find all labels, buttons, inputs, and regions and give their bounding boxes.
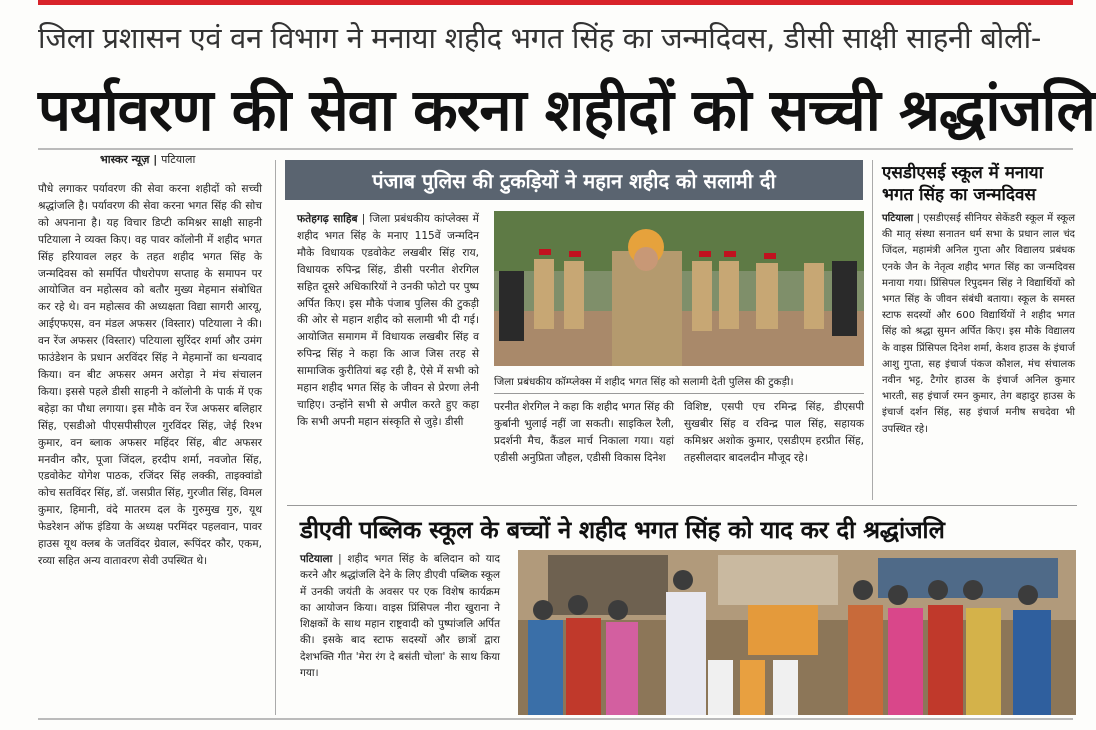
police-story-band: पंजाब पुलिस की टुकड़ियों ने महान शहीद को सलामी दी	[285, 160, 863, 200]
dav-top-rule	[287, 505, 1077, 506]
headline-rule	[38, 148, 1073, 150]
column-divider	[275, 160, 276, 715]
top-red-bar	[38, 0, 1073, 5]
police-col2: परनीत शेरगिल ने कहा कि शहीद भगत सिंह की कुर्बानी भुलाई नहीं जा सकती। साइकिल रैली, प्रदर्शनी मैच, कैंडल मार्च निकाला गया। यहां एडीसी अनुप्रिता जौहल, एडीसी विकास दिनेश	[494, 401, 674, 464]
byline-source: भास्कर न्यूज़	[100, 153, 150, 166]
main-headline: पर्यावरण की सेवा करना शहीदों को सच्ची श्रद्धांजलि	[38, 76, 1095, 144]
byline: भास्कर न्यूज़ | पटियाला	[100, 153, 196, 166]
school-dateline: पटियाला	[882, 213, 914, 224]
bottom-rule	[38, 718, 1073, 720]
kicker-line: जिला प्रशासन एवं वन विभाग ने मनाया शहीद भगत सिंह का जन्मदिवस, डीसी साक्षी साहनी बोलीं-	[38, 21, 1042, 55]
dav-body: पटियाला | शहीद भगत सिंह के बलिदान को याद करने और श्रद्धांजलि देने के लिए डीएवी पब्लिक स्कूल में उनकी जयंती के अवसर पर एक विशेष कार्यक्रम का आयोजन किया। वाइस प्रिंसिपल नीरा खुराना ने शिक्षकों के साथ महान राष्ट्रवादी को पुष्पांजलि अर्पित की। इसके बाद स्टाफ सदस्यों और छात्रों द्वारा देशभक्ति गीत 'मेरा रंग दे बसंती चोला' के साथ किया गया।	[300, 553, 501, 680]
dav-dateline: पटियाला	[300, 553, 333, 565]
police-col1: फतेहगढ़ साहिब | जिला प्रबंधकीय कांप्लेक्स में शहीद भगत सिंह के मनाए 115वें जन्मदिन मौके विधायक एडवोकेट लखबीर सिंह राय, विधायक रुपिन्द्र सिंह, डीसी परनीत शेरगिल सहित दूसरे अधिकारियों ने उनकी फोटो पर पुष्प अर्पित किए। इस मौके पंजाब पुलिस की टुकड़ी की ओर से महान शहीद को सलामी भी दी गई। आयोजित समागम में विधायक लखबीर सिंह व रुपिन्द्र सिंह ने कहा कि आज जिस तरह से सामाजिक कुरीतियां बढ़ रही है, ऐसे में सभी को महान शहीद भगत सिंह के जीवन से प्रेरणा लेनी चाहिए। उन्होंने सभी से अपील करते हुए कहा कि सभी अपनी महान संस्कृति से जुड़े। डीसी	[297, 213, 479, 428]
school-body: पटियाला | एसडीएसई सीनियर सेकेंडरी स्कूल में स्कूल की मातृ संस्था सनातन धर्म सभा के प्रधान लाल चंद जिंदल, महामंत्री अनिल गुप्ता और विद्यालय प्रबंधक एनके जैन के नेतृत्व शहीद भगत सिंह का जन्मदिवस मनाया गया। प्रिंसिपल रिपुदमन सिंह ने विद्यार्थियों को भगत सिंह के जीवन संबंधी बताया। स्कूल के समस्त स्टाफ सदस्यों और 600 विद्यार्थियों ने शहीद भगत सिंह को श्रद्धा सुमन अर्पित किए। इस मौके विद्यालय के वाइस प्रिंसिपल दिनेश शर्मा, केशव हाउस के इंचार्ज आशु गुप्ता, सह इंचार्ज पंकज कौशल, मंच संचालक नवीन भट्ट, टैगोर हाउस के इंचार्ज अनिल कुमार भारती, सह इंचार्ज रमन कुमार, तेग बहादुर हाउस के इंचार्ज दर्शन सिंह, सह इंचार्ज मनीष सचदेवा भी उपस्थित रहे।	[882, 213, 1076, 435]
byline-place: पटियाला	[161, 153, 196, 166]
caption-rule	[494, 393, 864, 394]
side-divider	[872, 160, 873, 500]
dav-photo	[518, 550, 1076, 715]
dav-body-text: शहीद भगत सिंह के बलिदान को याद करने और श्रद्धांजलि देने के लिए डीएवी पब्लिक स्कूल में उनकी जयंती के अवसर पर एक विशेष कार्यक्रम का आयोजन किया। वाइस प्रिंसिपल नीरा खुराना ने शिक्षकों के साथ महान राष्ट्रवादी को पुष्पांजलि अर्पित की। इसके बाद स्टाफ सदस्यों और छात्रों द्वारा देशभक्ति गीत 'मेरा रंग दे बसंती चोला' के साथ किया गया।	[300, 553, 501, 680]
left-column-text: पौधे लगाकर पर्यावरण की सेवा करना शहीदों को सच्ची श्रद्धांजलि है। पर्यावरण की सेवा करना भगत सिंह की सोच को अपनाना है। यह विचार डिप्टी कमिश्नर साक्षी साहनी पटियाला ने व्यक्त किए। वह पावर कॉलोनी में शहीद भगत सिंह हरियावल लहर के तहत शहीद भगत सिंह के जन्मदिवस को समर्पित पौधरोपण सप्ताह के समापन पर आयोजित वन महोत्सव को बतौर मुख्य मेहमान संबोधित कर रहे थे। वन महोत्सव की अध्यक्षता विद्या सागरी आरयू, आईएफएस, वन मंडल अफसर (विस्तार) पटियाला ने की। वन रेंज अफसर (विस्तार) पटियाला सुरिंदर शर्मा और उमंग फाउंडेशन के प्रधान अरविंदर सिंह ने मेहमानों का धन्यवाद किया। वन बीट अफसर अमन अरोड़ा ने मंच संचालन किया। इससे पहले डीसी साहनी ने कॉलोनी के पार्क में एक बहेड़ा का पौधा लगाया। इस मौके वन रेंज अफसर बलिहार सिंह, एसडीओ पीएसपीसीएल गुरविंदर सिंह, जेई रिश्भ कुमार, वन ब्लाक अफसर महिंदर सिंह, बीट अफसर मनवीन कौर, पूजा जिंदल, हरदीप शर्मा, नवजोत सिंह, एडवोकेट योगेश पाठक, रजिंदर सिंह लक्की, ताइक्वांडो कोच सतविंदर सिंह, डॉ. जसप्रीत सिंह, गुरजीत सिंह, विमल कुमार, हिमानी, वंदे मातरम दल के गुरुमुख गुरु, यूथ फेडरेशन ऑफ इंडिया के अध्यक्ष परमिंदर पहलवान, पावर हाउस यूथ क्लब के जतविंदर ग्रेवाल, रूपिंदर कौर, एकम, रव्या सहित अन्य वातावरण सेवी उपस्थित थे।	[38, 183, 262, 567]
school-headline: एसडीएसई स्कूल में मनाया भगत सिंह का जन्मदिवस	[882, 163, 1044, 205]
dav-headline: डीएवी पब्लिक स्कूल के बच्चों ने शहीद भगत सिंह को याद कर दी श्रद्धांजलि	[300, 516, 945, 544]
police-dateline: फतेहगढ़ साहिब	[297, 213, 358, 225]
school-body-text: एसडीएसई सीनियर सेकेंडरी स्कूल में स्कूल की मातृ संस्था सनातन धर्म सभा के प्रधान लाल चंद जिंदल, महामंत्री अनिल गुप्ता और विद्यालय प्रबंधक एनके जैन के नेतृत्व शहीद भगत सिंह का जन्मदिवस मनाया गया। प्रिंसिपल रिपुदमन सिंह ने विद्यार्थियों को भगत सिंह के जीवन संबंधी बताया। स्कूल के समस्त स्टाफ सदस्यों और 600 विद्यार्थियों ने शहीद भगत सिंह को श्रद्धा सुमन अर्पित किए। इस मौके विद्यालय के वाइस प्रिंसिपल दिनेश शर्मा, केशव हाउस के इंचार्ज आशु गुप्ता, सह इंचार्ज पंकज कौशल, मंच संचालक नवीन भट्ट, टैगोर हाउस के इंचार्ज अनिल कुमार भारती, सह इंचार्ज रमन कुमार, तेग बहादुर हाउस के इंचार्ज दर्शन सिंह, सह इंचार्ज मनीष सचदेवा भी उपस्थित रहे।	[882, 213, 1076, 435]
police-photo	[494, 211, 864, 366]
police-col3: विशिष्ट, एसपी एच रमिन्द्र सिंह, डीएसपी सुखबीर सिंह व रविन्द्र पाल सिंह, सहायक कमिश्नर अशोक कुमार, एसडीएम हरप्रीत सिंह, तहसीलदार बादलदीन मौजूद रहे।	[684, 401, 864, 464]
police-col1-text: जिला प्रबंधकीय कांप्लेक्स में शहीद भगत सिंह के मनाए 115वें जन्मदिन मौके विधायक एडवोकेट लखबीर सिंह राय, विधायक रुपिन्द्र सिंह, डीसी परनीत शेरगिल सहित दूसरे अधिकारियों ने उनकी फोटो पर पुष्प अर्पित किए। इस मौके पंजाब पुलिस की टुकड़ी की ओर से महान शहीद को सलामी भी दी गई। आयोजित समागम में विधायक लखबीर सिंह व रुपिन्द्र सिंह ने कहा कि आज जिस तरह से सामाजिक कुरीतियां बढ़ रही है, ऐसे में सभी को महान शहीद भगत सिंह के जीवन से प्रेरणा लेनी चाहिए। उन्होंने सभी से अपील करते हुए कहा कि सभी अपनी महान संस्कृति से जुड़े। डीसी	[297, 213, 479, 428]
police-photo-caption: जिला प्रबंधकीय कॉम्प्लेक्स में शहीद भगत सिंह को सलामी देती पुलिस की टुकड़ी।	[494, 376, 794, 388]
